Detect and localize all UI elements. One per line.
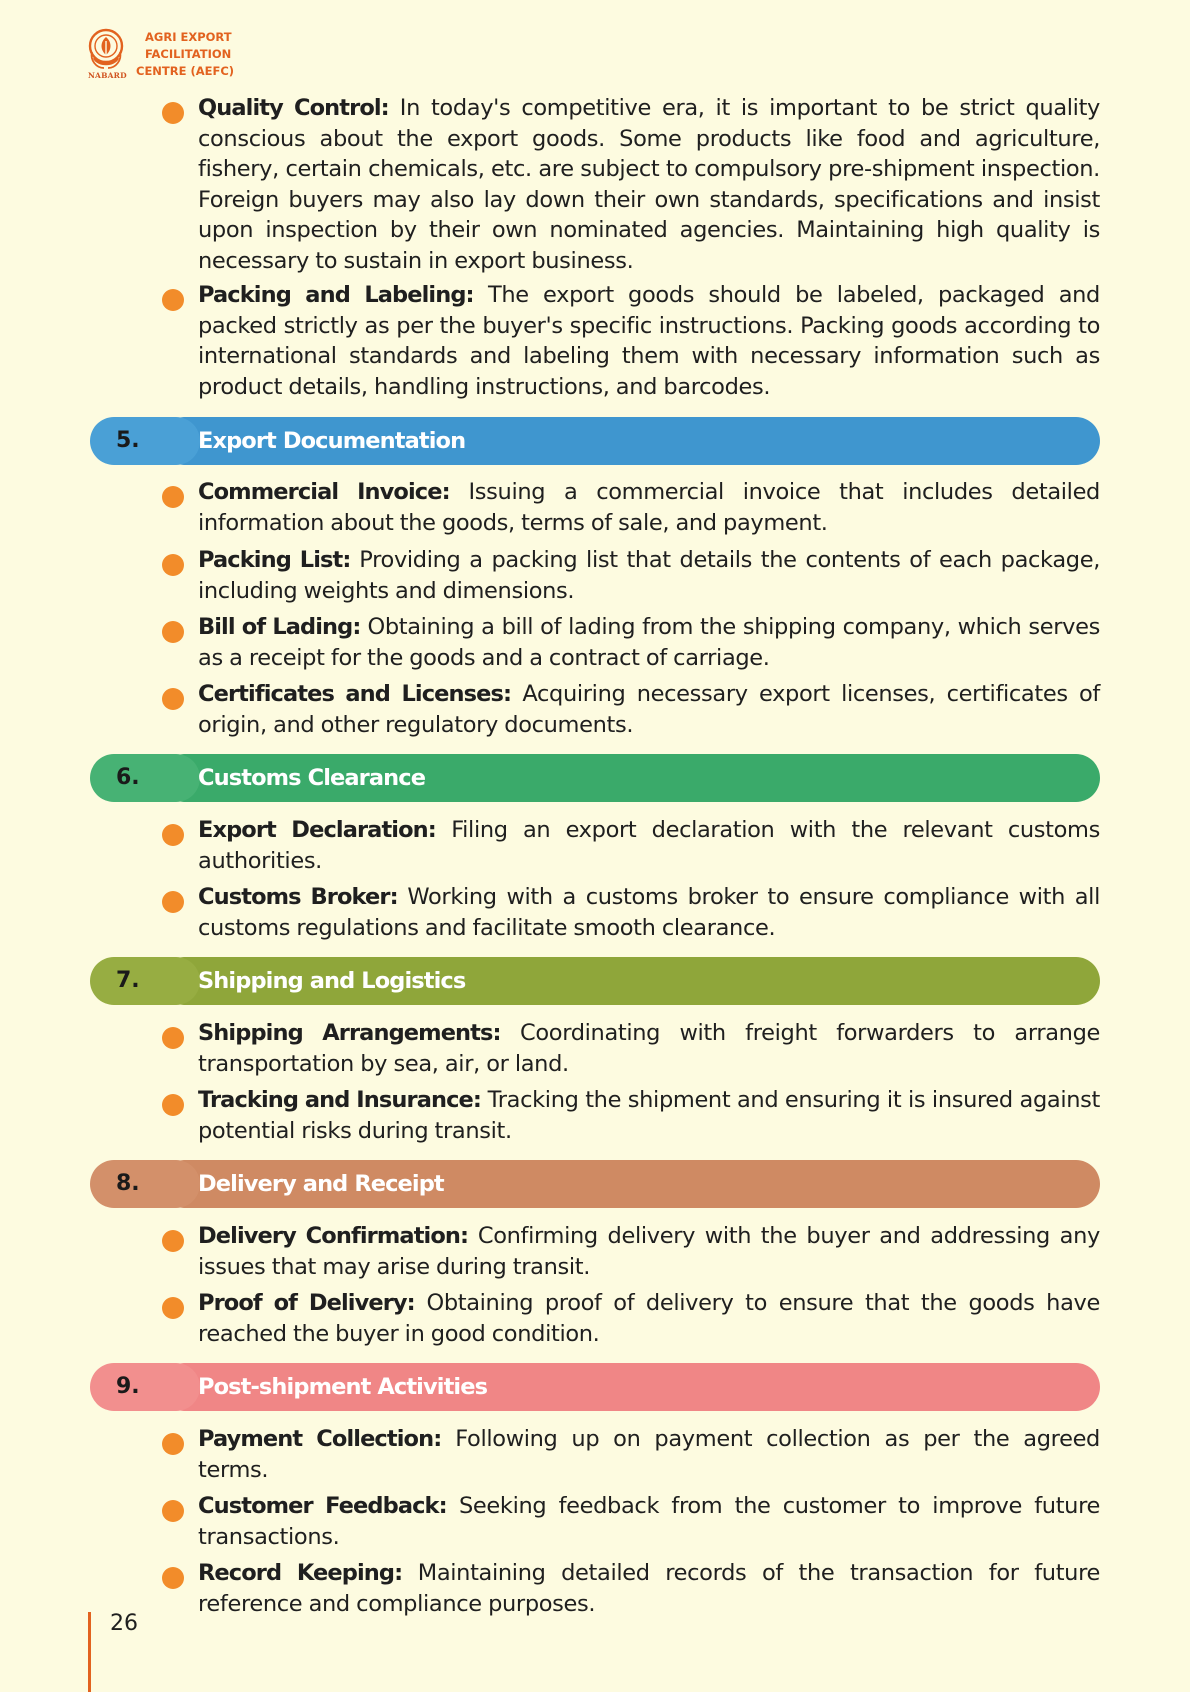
- item-text: [198, 1288, 1100, 1349]
- section-title: Shipping and Logistics: [198, 968, 466, 994]
- bullet-icon: [162, 554, 184, 576]
- item-body: Tracking the shipment and ensuring it is insured against potential risks during transit.: [198, 1087, 1100, 1144]
- item-body: Acquiring necessary export licenses, certificates of origin, and other regulatory documents.: [198, 681, 1100, 738]
- item-text: [198, 882, 1100, 943]
- section-title: Export Documentation: [198, 428, 466, 454]
- section-title: Post-shipment Activities: [198, 1374, 488, 1400]
- section-header-customs-clearance: [90, 754, 1100, 802]
- bullet-icon: [162, 688, 184, 710]
- item-body: Confirming delivery with the buyer and addressing any issues that may arise during transit.: [198, 1223, 1100, 1280]
- section-header-shipping-logistics: [90, 957, 1100, 1005]
- bullet-icon: [162, 1230, 184, 1252]
- item-body: Following up on payment collection as per the agreed terms.: [198, 1426, 1100, 1483]
- org-name: [136, 29, 234, 80]
- item-body: In today's competitive era, it is important to be strict quality conscious about the export goods. Some products like food and agriculture, fishery, certain chemicals, etc. are subject to compulsory pre-shipment inspection. Foreign buyers may also lay down their own standards, specifications and insist upon inspection by their own nominated agencies. Maintaining high quality is necessary to sustain in export business.: [198, 95, 1101, 274]
- item-term: Customer Feedback:: [198, 1493, 447, 1519]
- bullet-icon: [162, 486, 184, 508]
- item-text: [198, 1558, 1100, 1619]
- item-body: Coordinating with freight forwarders to arrange transportation by sea, air, or land.: [198, 1020, 1101, 1077]
- nabard-emblem-icon: [86, 28, 130, 72]
- item-text: [198, 477, 1100, 538]
- item-term: Tracking and Insurance:: [198, 1087, 481, 1113]
- item-text: [198, 1085, 1100, 1146]
- bullet-icon: [162, 1094, 184, 1116]
- section-number: 6.: [90, 754, 200, 802]
- item-term: Packing and Labeling:: [198, 282, 474, 308]
- bullet-icon: [162, 1567, 184, 1589]
- aefc-logo: [86, 28, 246, 84]
- bullet-icon: [162, 621, 184, 643]
- page-margin-rule: [88, 1612, 91, 1692]
- item-term: Customs Broker:: [198, 884, 398, 910]
- bullet-icon: [162, 1433, 184, 1455]
- section-title: Customs Clearance: [198, 765, 426, 791]
- item-term: Record Keeping:: [198, 1560, 403, 1586]
- item-text: [198, 1221, 1100, 1282]
- item-text: [198, 545, 1100, 606]
- item-text: [198, 815, 1100, 876]
- bullet-icon: [162, 1500, 184, 1522]
- item-body: Maintaining detailed records of the transaction for future reference and compliance purposes.: [198, 1560, 1100, 1617]
- bullet-icon: [162, 102, 184, 124]
- item-body: Issuing a commercial invoice that includes detailed information about the goods, terms of sale, and payment.: [198, 479, 1100, 536]
- item-body: Filing an export declaration with the relevant customs authorities.: [198, 817, 1100, 874]
- item-body: The export goods should be labeled, packaged and packed strictly as per the buyer's specific instructions. Packing goods according to international standards and labeling them with necessary information such as product details, handling instructions, and barcodes.: [198, 282, 1100, 400]
- item-term: Bill of Lading:: [198, 614, 361, 640]
- item-body: Providing a packing list that details the contents of each package, including weights and dimensions.: [198, 547, 1100, 604]
- item-term: Commercial Invoice:: [198, 479, 450, 505]
- item-term: Certificates and Licenses:: [198, 681, 512, 707]
- section-title: Delivery and Receipt: [198, 1171, 444, 1197]
- item-text: [198, 280, 1100, 402]
- item-term: Payment Collection:: [198, 1426, 442, 1452]
- item-term: Proof of Delivery:: [198, 1290, 415, 1316]
- item-text: [198, 1018, 1100, 1079]
- item-body: Obtaining a bill of lading from the shipping company, which serves as a receipt for the goods and a contract of carriage.: [198, 614, 1100, 671]
- section-number: 8.: [90, 1160, 200, 1208]
- section-number: 5.: [90, 417, 200, 465]
- bullet-icon: [162, 289, 184, 311]
- page-number: 26: [110, 1611, 138, 1636]
- item-term: Export Declaration:: [198, 817, 436, 843]
- section-number: 9.: [90, 1363, 200, 1411]
- item-body: Obtaining proof of delivery to ensure that the goods have reached the buyer in good condition.: [198, 1290, 1100, 1347]
- item-term: Delivery Confirmation:: [198, 1223, 469, 1249]
- bullet-icon: [162, 824, 184, 846]
- item-term: Packing List:: [198, 547, 351, 573]
- bullet-icon: [162, 1297, 184, 1319]
- item-text: [198, 612, 1100, 673]
- section-header-export-documentation: [90, 417, 1100, 465]
- item-text: [198, 93, 1100, 276]
- section-header-post-shipment: [90, 1363, 1100, 1411]
- section-number: 7.: [90, 957, 200, 1005]
- item-term: Quality Control:: [198, 95, 389, 121]
- item-body: Working with a customs broker to ensure compliance with all customs regulations and facilitate smooth clearance.: [198, 884, 1100, 941]
- bullet-icon: [162, 891, 184, 913]
- item-body: Seeking feedback from the customer to improve future transactions.: [198, 1493, 1100, 1550]
- org-name-line3: CENTRE (AEFC): [136, 64, 235, 78]
- item-text: [198, 1491, 1100, 1552]
- item-text: [198, 679, 1100, 740]
- item-term: Shipping Arrangements:: [198, 1020, 501, 1046]
- org-name-line2: FACILITATION: [145, 47, 232, 61]
- org-name-line1: AGRI EXPORT: [145, 30, 232, 44]
- item-text: [198, 1424, 1100, 1485]
- nabard-label: NABARD: [88, 71, 127, 80]
- section-header-delivery-receipt: [90, 1160, 1100, 1208]
- bullet-icon: [162, 1027, 184, 1049]
